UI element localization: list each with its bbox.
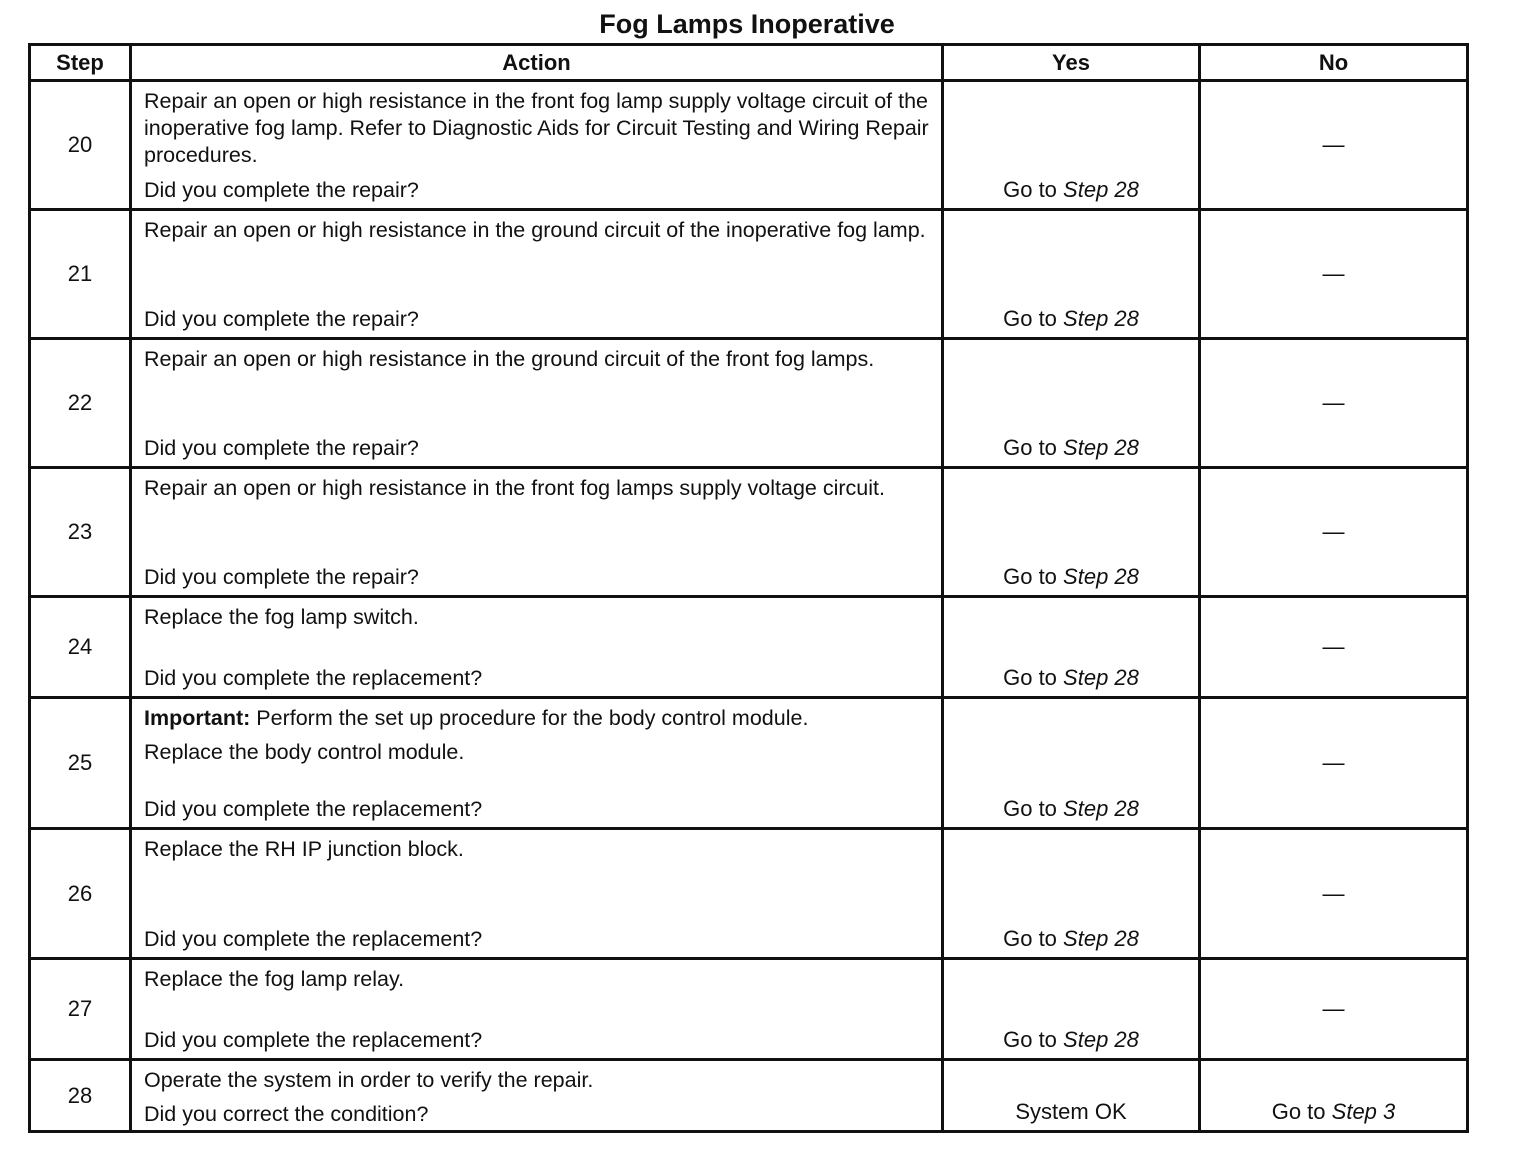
step-number: 28 <box>30 1060 131 1132</box>
yes-goto-prefix: Go to <box>1003 665 1057 690</box>
no-cell <box>1200 597 1468 698</box>
yes-cell <box>943 829 1200 959</box>
table-body <box>30 81 1468 1132</box>
important-note <box>144 705 931 732</box>
no-cell <box>1200 339 1468 468</box>
step-number: 27 <box>30 959 131 1060</box>
yes-cell <box>943 597 1200 698</box>
action-cell <box>131 597 943 698</box>
step-number: 25 <box>30 698 131 829</box>
action-text: Repair an open or high resistance in the ground circuit of the front fog lamps. <box>144 347 875 371</box>
table-row <box>30 829 1468 959</box>
yes-step-reference: Step 28 <box>1063 1027 1139 1052</box>
important-text: Perform the set up procedure for the body control module. <box>256 706 809 730</box>
step-number: 20 <box>30 81 131 210</box>
step-number: 21 <box>30 210 131 339</box>
yes-step-reference: Step 28 <box>1063 564 1139 589</box>
action-cell <box>131 698 943 829</box>
no-cell <box>1200 829 1468 959</box>
action-text: Repair an open or high resistance in the front fog lamps supply voltage circuit. <box>144 476 885 500</box>
action-cell <box>131 829 943 959</box>
yes-step-reference: Step 28 <box>1063 177 1139 202</box>
diagnostic-table <box>28 43 1469 1133</box>
no-result-dash: — <box>1322 390 1345 415</box>
action-question: Did you complete the replacement? <box>144 797 483 821</box>
table-row <box>30 1060 1468 1132</box>
step-number: 22 <box>30 339 131 468</box>
important-label: Important: <box>144 706 251 730</box>
no-result-dash: — <box>1322 996 1345 1021</box>
action-question: Did you complete the replacement? <box>144 1028 483 1052</box>
table-row <box>30 597 1468 698</box>
table-row <box>30 468 1468 597</box>
action-question: Did you complete the repair? <box>144 178 419 202</box>
no-result-dash: — <box>1322 132 1345 157</box>
yes-goto-prefix: Go to <box>1003 926 1057 951</box>
column-header-no: No <box>1200 45 1468 81</box>
step-number: 23 <box>30 468 131 597</box>
yes-goto-prefix: Go to <box>1003 306 1057 331</box>
yes-step-reference: Step 28 <box>1063 306 1139 331</box>
yes-cell <box>943 81 1200 210</box>
column-header-action: Action <box>131 45 943 81</box>
action-question: Did you complete the repair? <box>144 307 419 331</box>
action-question: Did you complete the replacement? <box>144 666 483 690</box>
yes-result: System OK <box>1015 1099 1127 1124</box>
yes-cell <box>943 698 1200 829</box>
table-row <box>30 210 1468 339</box>
yes-step-reference: Step 28 <box>1063 926 1139 951</box>
action-question: Did you complete the repair? <box>144 565 419 589</box>
action-cell <box>131 81 943 210</box>
action-text: Replace the body control module. <box>144 740 465 764</box>
action-cell <box>131 210 943 339</box>
page-title: Fog Lamps Inoperative <box>599 9 895 39</box>
yes-cell <box>943 1060 1200 1132</box>
no-result-dash: — <box>1322 634 1345 659</box>
no-cell <box>1200 468 1468 597</box>
yes-goto-prefix: Go to <box>1003 1027 1057 1052</box>
table-row <box>30 81 1468 210</box>
action-text: Repair an open or high resistance in the ground circuit of the inoperative fog lamp. <box>144 218 926 242</box>
action-question: Did you correct the condition? <box>144 1102 429 1126</box>
no-step-reference: Step 3 <box>1331 1099 1396 1124</box>
no-result-dash: — <box>1322 880 1345 906</box>
no-result-dash: — <box>1322 261 1345 286</box>
yes-goto-prefix: Go to <box>1003 564 1057 589</box>
action-text: Replace the fog lamp switch. <box>144 605 419 629</box>
action-cell <box>131 468 943 597</box>
action-cell <box>131 1060 943 1132</box>
yes-cell <box>943 959 1200 1060</box>
table-row <box>30 698 1468 829</box>
action-question: Did you complete the repair? <box>144 436 419 460</box>
yes-step-reference: Step 28 <box>1063 435 1139 460</box>
column-header-yes: Yes <box>943 45 1200 81</box>
no-result-dash: — <box>1322 519 1345 544</box>
step-number: 24 <box>30 597 131 698</box>
column-header-step: Step <box>30 45 131 81</box>
no-cell <box>1200 959 1468 1060</box>
yes-cell <box>943 210 1200 339</box>
yes-step-reference: Step 28 <box>1063 665 1139 690</box>
header-row <box>30 45 1468 81</box>
table-row <box>30 339 1468 468</box>
yes-cell <box>943 468 1200 597</box>
yes-cell <box>943 339 1200 468</box>
yes-goto-prefix: Go to <box>1003 796 1057 821</box>
action-cell <box>131 959 943 1060</box>
table-row <box>30 959 1468 1060</box>
no-cell <box>1200 210 1468 339</box>
no-goto-prefix: Go to <box>1271 1099 1326 1124</box>
yes-step-reference: Step 28 <box>1063 796 1139 821</box>
yes-goto-prefix: Go to <box>1003 177 1057 202</box>
action-text: Replace the fog lamp relay. <box>144 967 405 991</box>
action-question: Did you complete the replacement? <box>144 927 483 951</box>
action-cell <box>131 339 943 468</box>
step-number: 26 <box>30 829 131 959</box>
no-cell <box>1200 1060 1468 1132</box>
action-text: Repair an open or high resistance in the front fog lamp supply voltage circuit of the inoperative fog lamp. Refer to Diagnostic Aids for Circuit Testing and Wiring Repair procedures. <box>144 89 929 167</box>
no-cell <box>1200 698 1468 829</box>
no-cell <box>1200 81 1468 210</box>
yes-goto-prefix: Go to <box>1003 435 1057 460</box>
action-text: Replace the RH IP junction block. <box>144 837 464 861</box>
action-text: Operate the system in order to verify the repair. <box>144 1068 594 1092</box>
no-result-dash: — <box>1322 750 1345 775</box>
